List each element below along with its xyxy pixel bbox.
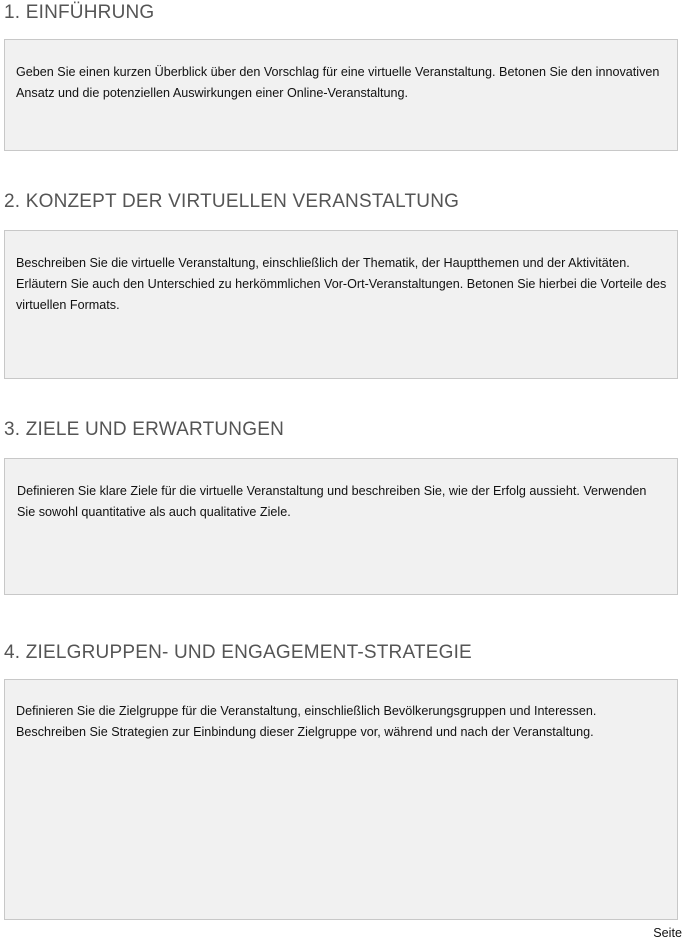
section-heading-introduction: 1. EINFÜHRUNG <box>4 2 155 23</box>
section-heading-concept: 2. KONZEPT DER VIRTUELLEN VERANSTALTUNG <box>4 191 460 212</box>
section-heading-goals: 3. ZIELE UND ERWARTUNGEN <box>4 419 284 440</box>
section-box-audience <box>4 679 678 920</box>
page-footer-label: Seite <box>653 926 682 940</box>
section-text-introduction: Geben Sie einen kurzen Überblick über den Vorschlag für eine virtuelle Veranstaltung. Betonen Sie den innovativen Ansatz und die potenziellen Auswirkungen einer Online-Veranstaltung. <box>16 65 660 100</box>
section-heading-audience: 4. ZIELGRUPPEN- UND ENGAGEMENT-STRATEGIE <box>4 642 472 663</box>
section-box-goals <box>4 458 678 595</box>
section-box-concept <box>4 230 678 379</box>
section-text-audience: Definieren Sie die Zielgruppe für die Veranstaltung, einschließlich Bevölkerungsgruppen und Interessen. Beschreiben Sie Strategien zur Einbindung dieser Zielgruppe vor, während und nach der Veranstaltung. <box>16 704 597 739</box>
section-text-concept: Beschreiben Sie die virtuelle Veranstaltung, einschließlich der Thematik, der Hauptthemen und der Aktivitäten. Erläutern Sie auch den Unterschied zu herkömmlichen Vor-Ort-Veranstaltungen. Betonen Sie hierbei die Vorteile des virtuellen Formats. <box>16 256 667 312</box>
section-text-goals: Definieren Sie klare Ziele für die virtuelle Veranstaltung und beschreiben Sie, wie der Erfolg aussieht. Verwenden Sie sowohl quantitative als auch qualitative Ziele. <box>17 484 647 519</box>
section-box-introduction <box>4 39 678 151</box>
